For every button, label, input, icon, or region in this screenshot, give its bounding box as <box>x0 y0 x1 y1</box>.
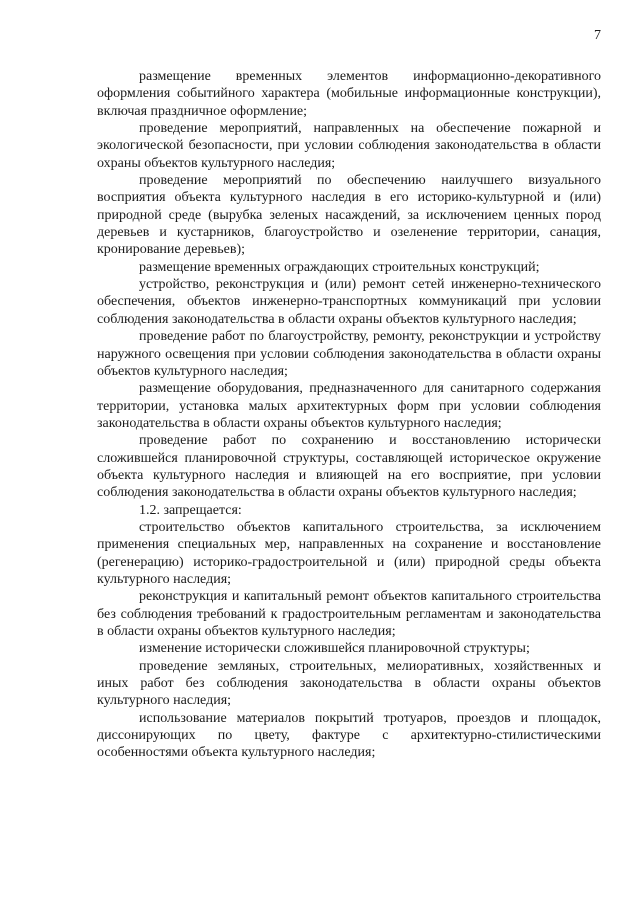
paragraph-visual-perception: проведение мероприятий по обеспечению наилучшего визуального восприятия объекта культурного наследия в его историко-культурной и (или) природной среде (вырубка зеленых насаждений, за исключением ценных пород деревьев и кустарников, благоустройство и озеленение территории, санация, кронирование деревьев); <box>97 173 601 258</box>
paragraph-earthworks: проведение земляных, строительных, мелиоративных, хозяйственных и иных работ без соблюдения законодательства в области охраны объектов культурного наследия; <box>97 658 601 709</box>
paragraph-dissonant-materials: использование материалов покрытий тротуаров, проездов и площадок, диссонирующих по цвету, фактуре с архитектурно-стилистическими особенностями объекта культурного наследия; <box>97 710 601 761</box>
paragraph-planning-structure-preservation: проведение работ по сохранению и восстановлению исторически сложившейся планировочной структуры, составляющей историческое окружение объекта культурного наследия и влияющей на его восприятие, при условии соблюдения законодательства в области охраны объектов культурного наследия; <box>97 433 601 501</box>
paragraph-sanitary-equipment: размещение оборудования, предназначенного для санитарного содержания территории, установка малых архитектурных форм при условии соблюдения законодательства в области охраны объектов культурного наследия; <box>97 381 601 431</box>
paragraph-temporary-fences: размещение временных ограждающих строительных конструкций; <box>139 259 540 275</box>
paragraph-reconstruction-repair: реконструкция и капитальный ремонт объектов капитального строительства без соблюдения требований к градостроительным регламентам и законодательства в области охраны объектов культурного наследия; <box>97 589 601 639</box>
page-number: 7 <box>594 28 601 43</box>
paragraph-engineering-networks: устройство, реконструкция и (или) ремонт сетей инженерно-технического обеспечения, объектов инженерно-транспортных коммуникаций при условии соблюдения законодательства в области охраны объектов культурного наследия; <box>97 277 601 327</box>
document-body <box>97 68 601 762</box>
paragraph-improvement-lighting: проведение работ по благоустройству, ремонту, реконструкции и устройству наружного освещения при условии соблюдения законодательства в области охраны объектов культурного наследия; <box>97 329 601 379</box>
paragraph-planning-structure-change: изменение исторически сложившейся планировочной структуры; <box>139 641 530 657</box>
section-heading-prohibited: 1.2. запрещается: <box>139 502 242 518</box>
paragraph-fire-safety: проведение мероприятий, направленных на обеспечение пожарной и экологической безопасности, при условии соблюдения законодательства в области охраны объектов культурного наследия; <box>97 121 601 171</box>
paragraph-temporary-decor: размещение временных элементов информационно-декоративного оформления событийного характера (мобильные информационные конструкции), включая праздничное оформление; <box>97 69 601 119</box>
paragraph-capital-construction: строительство объектов капитального строительства, за исключением применения специальных мер, направленных на сохранение и восстановление (регенерацию) историко-градостроительной и (или) природной среды объекта культурного наследия; <box>97 519 601 587</box>
